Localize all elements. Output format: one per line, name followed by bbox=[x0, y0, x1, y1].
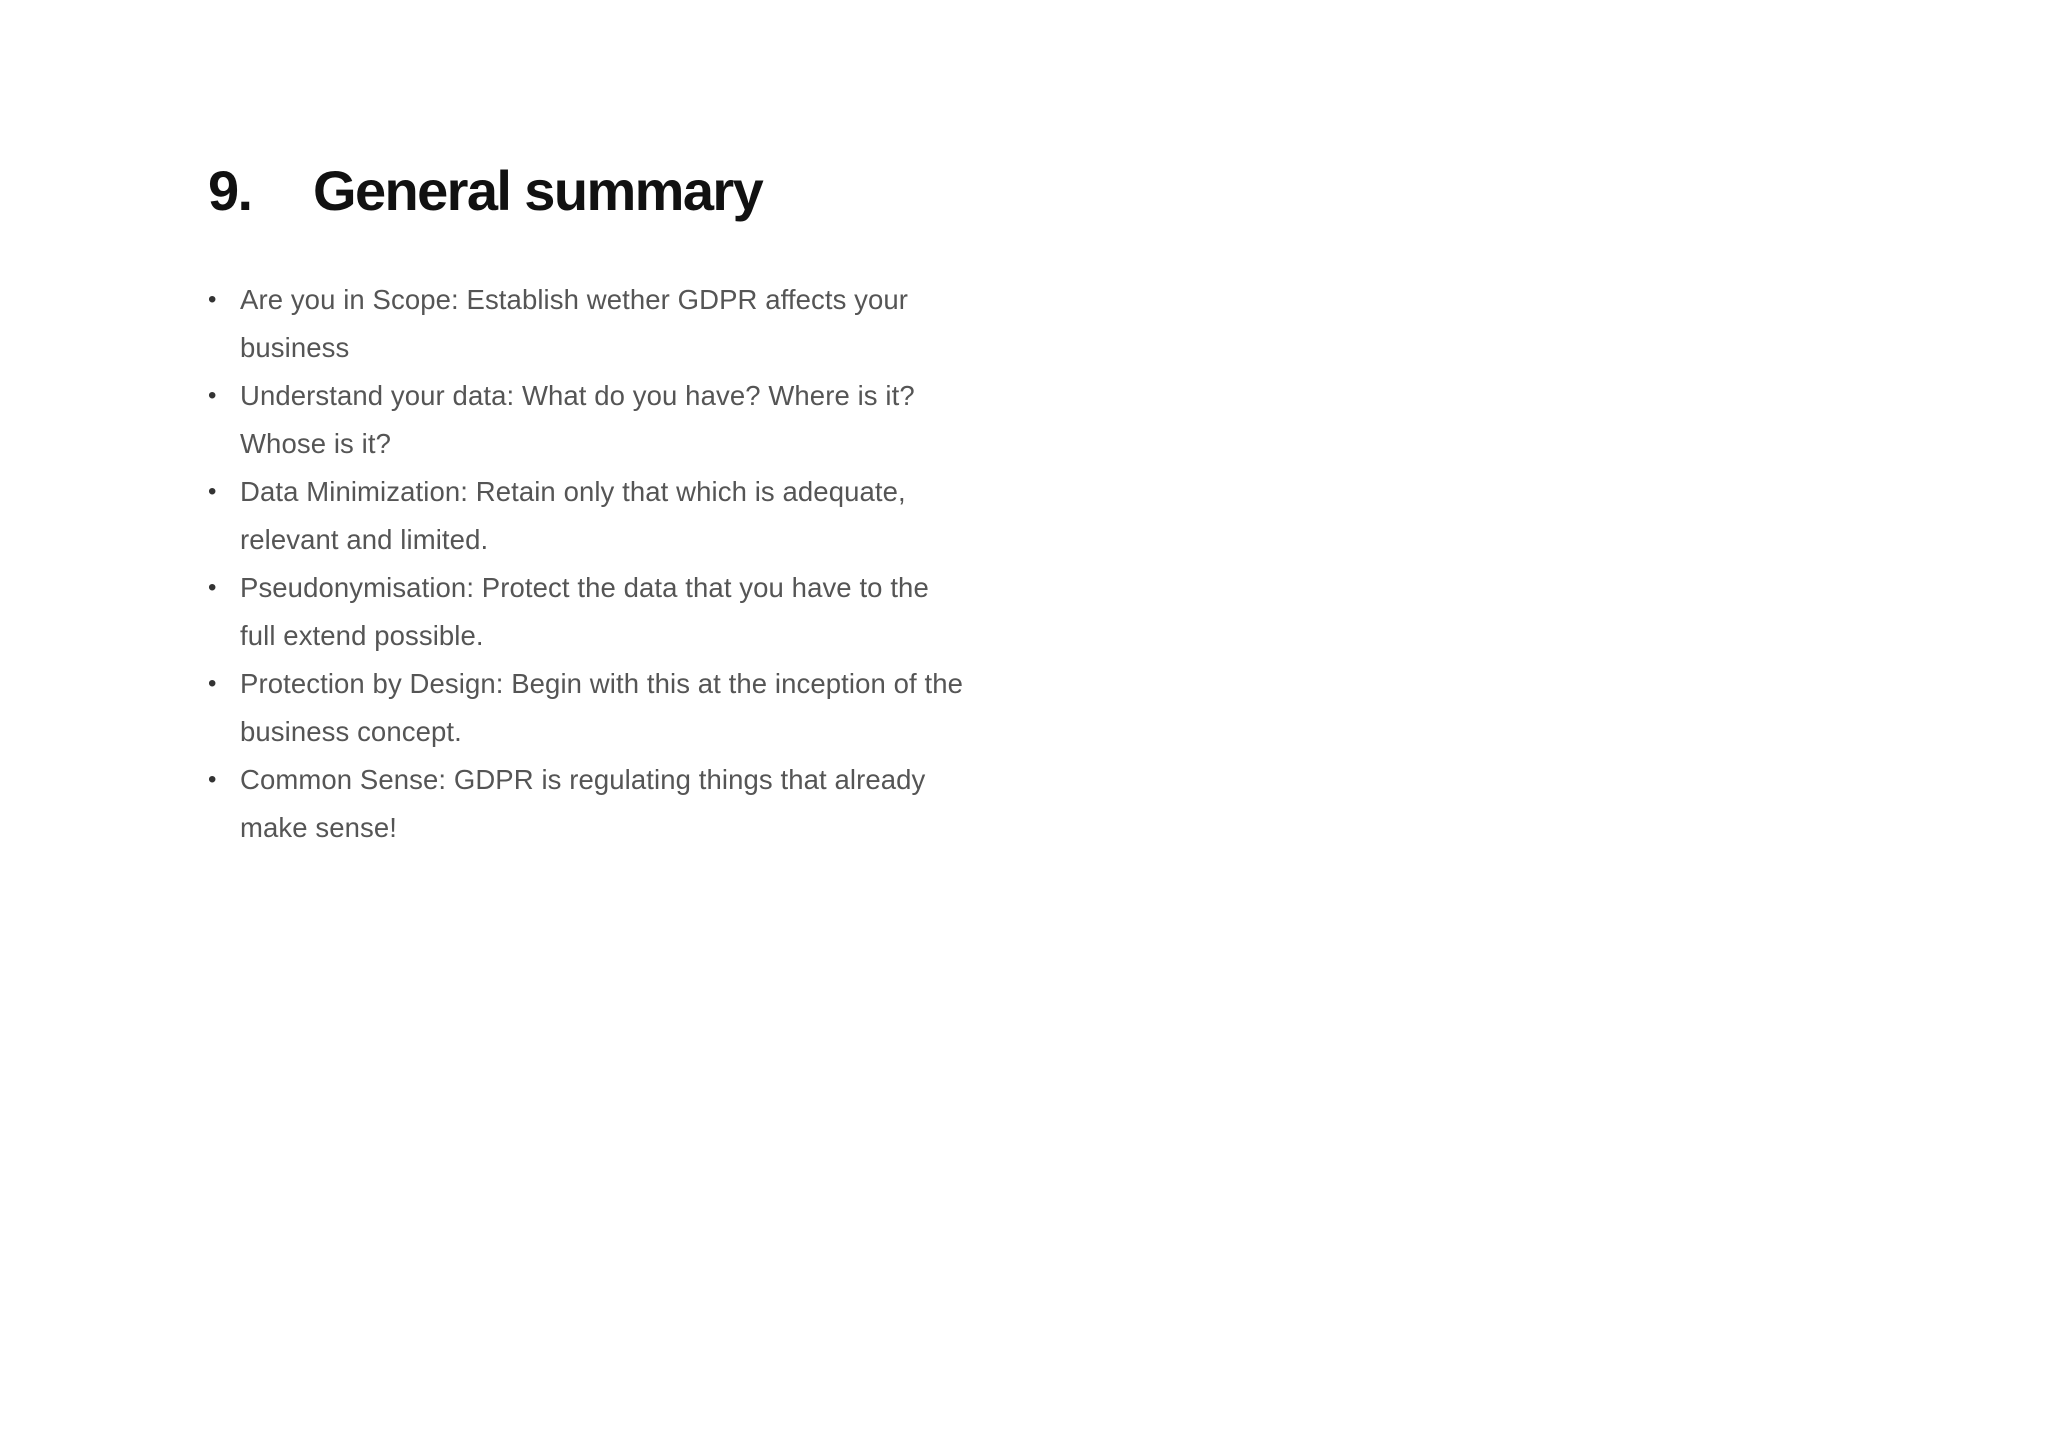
bullet-item-scope bbox=[208, 276, 968, 372]
bullet-item-understand-data bbox=[208, 372, 968, 468]
section-title: General summary bbox=[313, 159, 763, 222]
bullet-text: Data Minimization: Retain only that which is adequate, relevant and limited. bbox=[240, 476, 906, 555]
bullet-text: Are you in Scope: Establish wether GDPR affects your business bbox=[240, 284, 909, 363]
bullet-icon: • bbox=[208, 478, 217, 505]
bullet-icon: • bbox=[208, 766, 217, 793]
section-number: 9. bbox=[208, 159, 252, 222]
bullet-icon: • bbox=[208, 286, 217, 313]
bullet-text: Common Sense: GDPR is regulating things that already make sense! bbox=[240, 764, 926, 843]
bullet-item-protection-by-design bbox=[208, 660, 968, 756]
bullet-item-common-sense bbox=[208, 756, 968, 852]
bullet-icon: • bbox=[208, 574, 217, 601]
summary-bullet-list bbox=[208, 276, 968, 852]
bullet-icon: • bbox=[208, 670, 217, 697]
bullet-item-pseudonymisation bbox=[208, 564, 968, 660]
bullet-text: Protection by Design: Begin with this at the inception of the business concept. bbox=[240, 668, 964, 747]
section-heading bbox=[208, 155, 762, 227]
bullet-icon: • bbox=[208, 382, 217, 409]
bullet-text: Understand your data: What do you have? Where is it? Whose is it? bbox=[240, 380, 915, 459]
bullet-item-data-minimization bbox=[208, 468, 968, 564]
bullet-text: Pseudonymisation: Protect the data that you have to the full extend possible. bbox=[240, 572, 929, 651]
